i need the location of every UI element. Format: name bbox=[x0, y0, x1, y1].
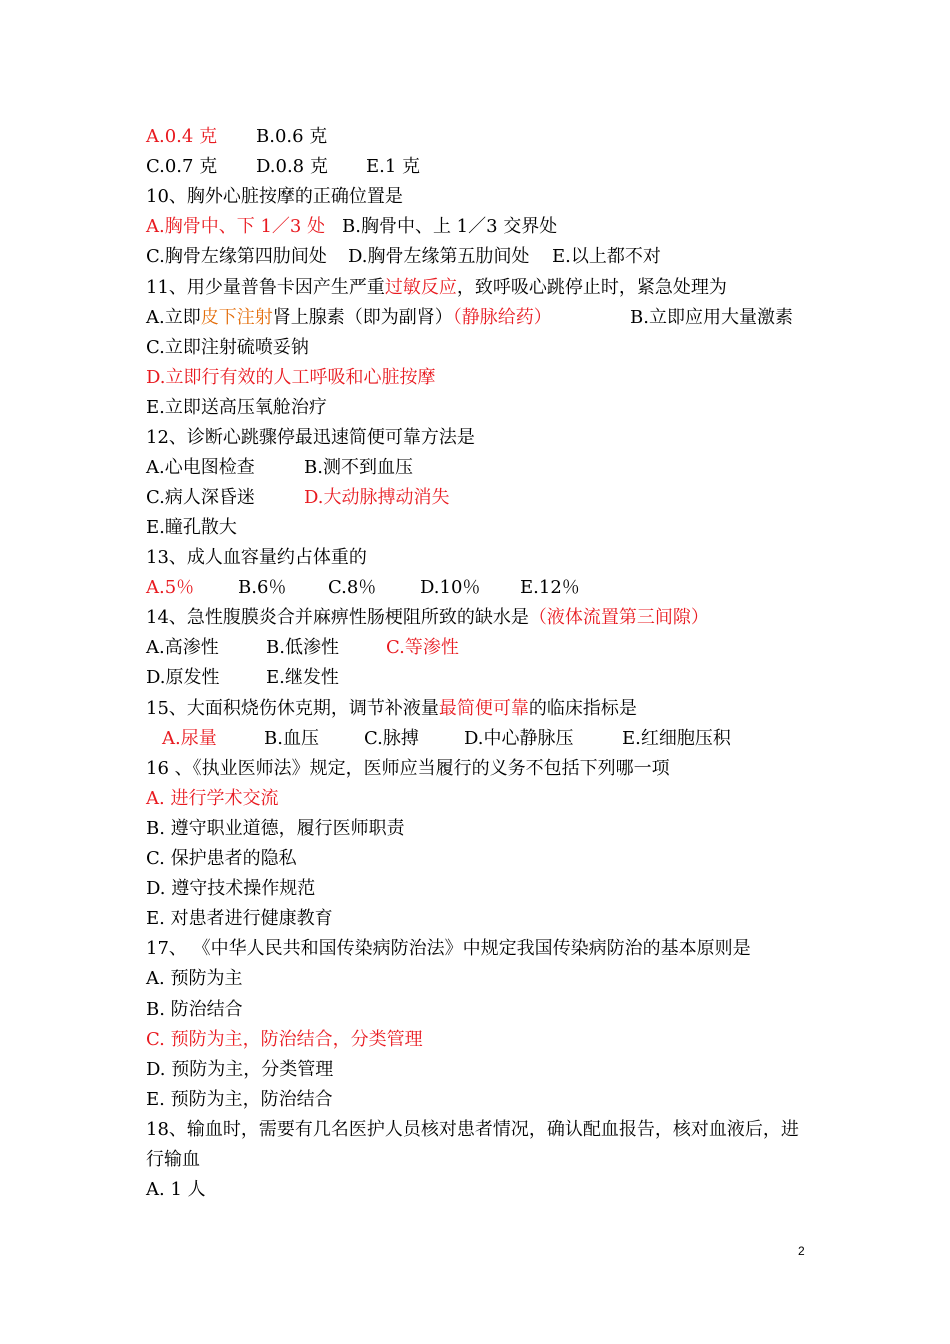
q14-stem-text: 14、急性腹膜炎合并麻痹性肠梗阻所致的缺水是 bbox=[146, 607, 529, 628]
q16-option-d: D. 遵守技术操作规范 bbox=[146, 878, 316, 899]
q10-option-b: B.胸骨中、上 1／3 交界处 bbox=[342, 216, 558, 237]
q11-option-a bbox=[146, 303, 552, 333]
q13-option-a: A.5％ bbox=[146, 577, 195, 598]
q17-stem: 17、 《中华人民共和国传染病防治法》中规定我国传染病防治的基本原则是 bbox=[146, 938, 751, 959]
q10-option-c: C.胸骨左缘第四肋间处 bbox=[146, 246, 327, 267]
q15-option-c: C.脉搏 bbox=[364, 728, 419, 749]
q11-option-a-highlight: 皮下注射 bbox=[200, 307, 273, 328]
q13-option-d: D.10％ bbox=[420, 577, 481, 598]
q18-option-a: A. 1 人 bbox=[146, 1179, 206, 1200]
q13-option-b: B.6％ bbox=[238, 577, 287, 598]
q12-stem: 12、诊断心跳骤停最迅速简便可靠方法是 bbox=[146, 427, 475, 448]
q11-option-d: D.立即行有效的人工呼吸和心脏按摩 bbox=[146, 367, 436, 388]
q14-option-a: A.高渗性 bbox=[146, 637, 219, 658]
q14-stem bbox=[146, 603, 709, 633]
q17-option-d: D. 预防为主，分类管理 bbox=[146, 1059, 334, 1080]
q11-stem-pre: 11、用少量普鲁卡因产生严重 bbox=[146, 277, 385, 298]
q11-option-a-note: （静脉给药） bbox=[452, 307, 552, 328]
q15-option-e: E.红细胞压积 bbox=[622, 728, 731, 749]
q16-option-b: B. 遵守职业道德，履行医师职责 bbox=[146, 818, 405, 839]
q15-stem-highlight: 最简便可靠 bbox=[438, 698, 529, 719]
q9-option-e: E.1 克 bbox=[366, 156, 421, 177]
q15-option-d: D.中心静脉压 bbox=[464, 728, 574, 749]
q16-option-c: C. 保护患者的隐私 bbox=[146, 848, 297, 869]
q16-option-a: A. 进行学术交流 bbox=[146, 788, 279, 809]
q18-stem-line1: 18、输血时，需要有几名医护人员核对患者情况，确认配血报告，核对血液后，进 bbox=[146, 1119, 799, 1140]
q16-stem: 16 、《执业医师法》规定，医师应当履行的义务不包括下列哪一项 bbox=[146, 758, 670, 779]
q14-stem-note: （液体流置第三间隙） bbox=[528, 607, 709, 628]
q11-option-b: B.立即应用大量激素 bbox=[630, 307, 793, 328]
q15-option-a: A.尿量 bbox=[162, 728, 217, 749]
q14-option-c: C.等渗性 bbox=[386, 637, 459, 658]
q10-stem: 10、胸外心脏按摩的正确位置是 bbox=[146, 186, 403, 207]
q11-option-a-post: 肾上腺素（即为副肾） bbox=[272, 307, 453, 328]
q15-stem-post: 的临床指标是 bbox=[528, 698, 637, 719]
q12-option-c: C.病人深昏迷 bbox=[146, 487, 255, 508]
q11-option-e: E.立即送高压氧舱治疗 bbox=[146, 397, 327, 418]
q15-stem bbox=[146, 694, 637, 724]
q14-option-b: B.低渗性 bbox=[266, 637, 339, 658]
q13-option-e: E.12％ bbox=[520, 577, 580, 598]
q15-stem-pre: 15、大面积烧伤休克期，调节补液量 bbox=[146, 698, 439, 719]
q10-option-d: D.胸骨左缘第五肋间处 bbox=[348, 246, 530, 267]
q11-stem-post: ，致呼吸心跳停止时，紧急处理为 bbox=[456, 277, 727, 298]
q9-option-b: B.0.6 克 bbox=[256, 126, 328, 147]
q18-stem-line2: 行输血 bbox=[146, 1149, 200, 1170]
page-number: 2 bbox=[798, 1244, 805, 1258]
q17-option-a: A. 预防为主 bbox=[146, 968, 243, 989]
q12-option-e: E.瞳孔散大 bbox=[146, 517, 237, 538]
q17-option-e: E. 预防为主，防治结合 bbox=[146, 1089, 333, 1110]
q9-option-c: C.0.7 克 bbox=[146, 156, 218, 177]
q10-option-a: A.胸骨中、下 1／3 处 bbox=[146, 216, 326, 237]
q14-option-e: E.继发性 bbox=[266, 667, 339, 688]
q10-option-e: E.以上都不对 bbox=[552, 246, 661, 267]
q12-option-a: A.心电图检查 bbox=[146, 457, 255, 478]
q9-option-d: D.0.8 克 bbox=[256, 156, 328, 177]
q13-option-c: C.8％ bbox=[328, 577, 377, 598]
q14-option-d: D.原发性 bbox=[146, 667, 220, 688]
q17-option-c: C. 预防为主，防治结合，分类管理 bbox=[146, 1029, 423, 1050]
q11-stem-highlight: 过敏反应 bbox=[384, 277, 457, 298]
q11-stem bbox=[146, 273, 727, 303]
q9-option-a: A.0.4 克 bbox=[146, 126, 218, 147]
q15-option-b: B.血压 bbox=[264, 728, 319, 749]
q11-option-c: C.立即注射硫喷妥钠 bbox=[146, 337, 309, 358]
q11-option-a-pre: A.立即 bbox=[146, 307, 201, 328]
q12-option-b: B.测不到血压 bbox=[304, 457, 413, 478]
q13-stem: 13、成人血容量约占体重的 bbox=[146, 547, 367, 568]
q17-option-b: B. 防治结合 bbox=[146, 999, 243, 1020]
q16-option-e: E. 对患者进行健康教育 bbox=[146, 908, 333, 929]
q12-option-d: D.大动脉搏动消失 bbox=[304, 487, 450, 508]
